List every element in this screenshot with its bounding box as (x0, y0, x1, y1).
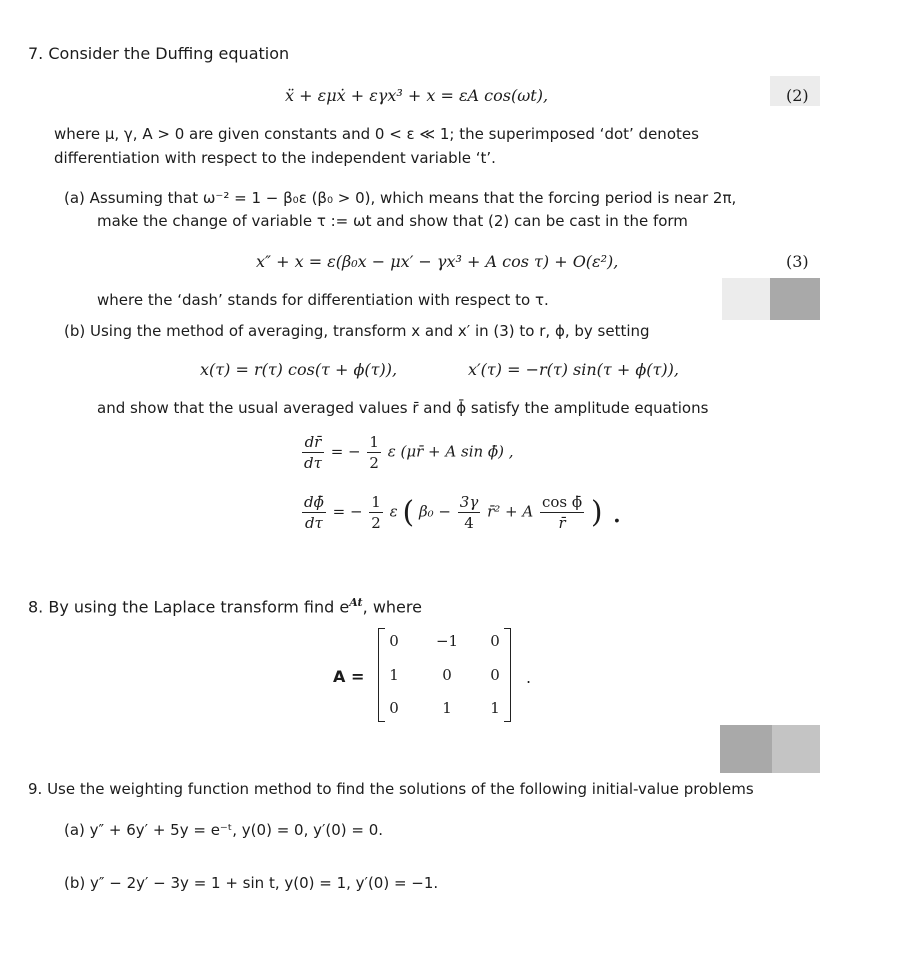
matrix-A-label: A = (333, 667, 365, 686)
matrix-A (378, 628, 518, 724)
q7a-line-3: where the ‘dash’ stands for differentiation with respect to τ. (97, 291, 549, 309)
amplitude-equation-r: $\frac{dr̄}{d\tau}$ = − $\frac{1}{2}$ ε (μr̄ + A sin ϕ̄) , (304, 433, 514, 472)
q7-intro: 7. Consider the Duffing equation (28, 44, 290, 63)
amplitude-equation-phi: $\frac{d\phī}{d\tau}$ = − $\frac{1}{2}$ ε ( β₀ − $\frac{3\gamma}{4}$ r̄² + A $\frac{\text{cos ϕ̄}}{r̄}$ ) . (304, 493, 622, 532)
q9b: (b) y″ − 2y′ − 3y = 1 + sin t, y(0) = 1, y′(0) = −1. (64, 874, 439, 892)
q9a: (a) y″ + 6y′ + 5y = e⁻ᵗ, y(0) = 0, y′(0) = 0. (64, 821, 384, 839)
dr-dtau-fraction: $\frac{dr̄}{d\tau}$ (304, 433, 322, 472)
matrix-cell: −1 (435, 632, 459, 650)
q7-where-line-2: differentiation with respect to the independent variable ‘t’. (54, 149, 496, 167)
q8-intro: 8. By using the Laplace transform find $e^{At}$, where (28, 596, 422, 617)
cos-phi-over-r-fraction: $\frac{\text{cos ϕ̄}}{r̄}$ (541, 493, 583, 532)
matrix-cell: 0 (389, 632, 399, 650)
artifact-block-light (722, 278, 770, 320)
q7b-line-2: and show that the usual averaged values r̄ and ϕ̄ satisfy the amplitude equations (97, 399, 709, 417)
q7a-line-2: make the change of variable τ := ωt and show that (2) can be cast in the form (97, 212, 688, 230)
half-fraction: $\frac{1}{2}$ (371, 493, 381, 532)
artifact-block-dark (770, 278, 820, 320)
artifact-block-mid (772, 725, 820, 773)
equation-2-number: (2) (786, 86, 809, 105)
matrix-cell: 1 (389, 666, 399, 684)
matrix-cell: 0 (490, 666, 500, 684)
matrix-cell: 0 (389, 699, 399, 717)
matrix-trailing-period: . (526, 668, 532, 687)
equation-2: ẍ + εμẋ + εγx³ + x = εA cos(ωt), (285, 86, 549, 105)
artifact-block-dark (720, 725, 772, 773)
matrix-cell: 1 (442, 699, 452, 717)
equation-3-number: (3) (786, 252, 809, 271)
q7a-line-1: (a) Assuming that ω⁻² = 1 − β₀ε (β₀ > 0), which means that the forcing period is near 2π, (64, 189, 737, 207)
equation-3: x″ + x = ε(β₀x − μx′ − γx³ + A cos τ) + O(ε²), (256, 252, 619, 271)
q7-where-line-1: where μ, γ, A > 0 are given constants and 0 < ε ≪ 1; the superimposed ‘dot’ denotes (54, 125, 699, 143)
q7b-line-1: (b) Using the method of averaging, transform x and x′ in (3) to r, ϕ, by setting (64, 322, 650, 340)
three-gamma-over-four: $\frac{3\gamma}{4}$ (459, 493, 479, 532)
matrix-cell: 0 (442, 666, 452, 684)
q7b-substitution-x: x(τ) = r(τ) cos(τ + ϕ(τ)), (200, 360, 398, 379)
q9-intro: 9. Use the weighting function method to find the solutions of the following initial-value problems (28, 780, 754, 798)
half-fraction: $\frac{1}{2}$ (369, 433, 379, 472)
q7b-substitution-xprime: x′(τ) = −r(τ) sin(τ + ϕ(τ)), (468, 360, 679, 379)
matrix-cell: 1 (490, 699, 500, 717)
dphi-dtau-fraction: $\frac{d\phī}{d\tau}$ (304, 493, 324, 532)
matrix-cell: 0 (490, 632, 500, 650)
